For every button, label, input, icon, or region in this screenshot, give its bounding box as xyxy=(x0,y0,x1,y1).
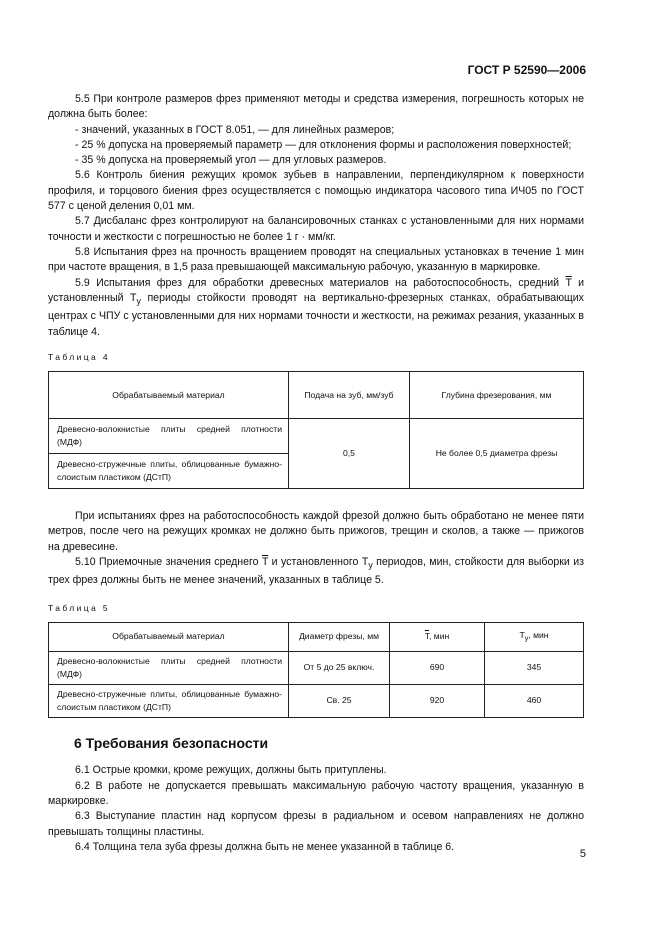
table-cell-material: Древесно-стружечные плиты, облицованные бумажно-слоистым пластиком (ДСтП) xyxy=(49,685,289,718)
table-cell-feed: 0,5 xyxy=(289,419,410,489)
table-header-row xyxy=(49,372,584,419)
table-cell-diameter: Св. 25 xyxy=(289,685,390,718)
table-cell-t-average: 920 xyxy=(390,685,485,718)
paragraph-5-10: 5.10 Приемочные значения среднего $\overline{T}$ и установленного $T_у$ периодов, мин, стойкости для выборки из трех фрез должны быть не менее значений, указанных в таблице 5. xyxy=(48,556,585,587)
table-cell-material: Древесно-волокнистые плиты средней плотности (МДФ) xyxy=(49,652,289,685)
paragraph-6-1: 6.1 Острые кромки, кроме режущих, должны быть притуплены. xyxy=(75,764,387,777)
page-number: 5 xyxy=(579,848,586,860)
table-header-t-average: $\overline{T}$, мин xyxy=(390,623,485,652)
list-item-angle: - 35 % допуска на проверяемый угол — для угловых размеров. xyxy=(75,154,387,167)
table-4 xyxy=(48,371,584,489)
paragraph-5-5: 5.5 При контроле размеров фрез применяют методы и средства измерения, погрешность которых не должна быть более: xyxy=(48,93,584,121)
document-code: ГОСТ Р 52590—2006 xyxy=(467,63,586,77)
table-header-feed: Подача на зуб, мм/зуб xyxy=(289,372,410,419)
list-item-linear: - значений, указанных в ГОСТ 8.051, — для линейных размеров; xyxy=(75,123,395,136)
table-cell-t-set: 460 xyxy=(485,685,584,718)
table-cell-t-set: 345 xyxy=(485,652,584,685)
page-content xyxy=(48,92,584,855)
table-cell-material: Древесно-стружечные плиты, облицованные бумажно-слоистым пластиком (ДСтП) xyxy=(49,454,289,489)
table-cell-diameter: От 5 до 25 включ. xyxy=(289,652,390,685)
table-cell-depth: Не более 0,5 диаметра фрезы xyxy=(410,419,584,489)
section-6-heading: 6 Требования безопасности xyxy=(74,735,269,752)
table-cell-t-average: 690 xyxy=(390,652,485,685)
paragraph-5-8: 5.8 Испытания фрез на прочность вращением проводят на специальных установках в течение 1 мин при частоте вращения, в 1,5 раза превышающей максимальную рабочую, указанную в маркировке. xyxy=(48,245,584,274)
table-cell-material: Древесно-волокнистые плиты средней плотности (МДФ) xyxy=(49,419,289,454)
paragraph-5-6: 5.6 Контроль биения режущих кромок зубьев в направлении, перпендикулярном к поверхности профиля, и торцового биения фрез осуществляется с помощью индикатора часового типа ИЧ05 по ГОСТ 577 с ценой деления 0,01 мм. xyxy=(48,169,584,213)
table-row xyxy=(49,685,584,718)
table-header-diameter: Диаметр фрезы, мм xyxy=(289,623,390,652)
table-5 xyxy=(48,622,584,718)
table-header-material: Обрабатываемый материал xyxy=(49,372,289,419)
list-item-form: - 25 % допуска на проверяемый параметр — для отклонения формы и расположения поверхностей; xyxy=(75,138,572,151)
table-4-caption: Таблица 4 xyxy=(48,351,111,362)
paragraph-6-4: 6.4 Толщина тела зуба фрезы должна быть не менее указанной в таблице 6. xyxy=(75,840,455,853)
table-header-row xyxy=(49,623,584,652)
table-row xyxy=(49,419,584,454)
table-header-depth: Глубина фрезерования, мм xyxy=(410,372,584,419)
paragraph-5-7: 5.7 Дисбаланс фрез контролируют на балансировочных станках с установленными для них нормами точности и жесткости с погрешностью не более 1 г · мм/кг. xyxy=(48,215,584,243)
paragraph-test-length: При испытаниях фрез на работоспособность каждой фрезой должно быть обработано не менее пяти метров, после чего на режущих кромках не должно быть прижогов, трещин и сколов, а также — прижогов на древесине. xyxy=(48,510,584,553)
paragraph-6-2: 6.2 В работе не допускается превышать максимальную рабочую частоту вращения, указанную в маркировке. xyxy=(48,779,584,807)
table-header-material: Обрабатываемый материал xyxy=(49,623,289,652)
paragraph-6-3: 6.3 Выступание пластин над корпусом фрезы в радиальном и осевом направлениях не должно превышать толщины пластины. xyxy=(48,810,584,838)
paragraph-5-9: 5.9 Испытания фрез для обработки древесных материалов на работоспособность, средний $\overline{T}$ и установленный $T_у$ периоды стойкости проводят на вертикально-фрезерных станках, обрабатывающих центрах с ЧПУ с установленными для них нормами точности и жесткости, на режимах резания, указанных в таблице 4. xyxy=(48,276,584,338)
table-5-caption: Таблица 5 xyxy=(48,602,111,613)
table-row xyxy=(49,652,584,685)
table-header-t-set: $T_у$, мин xyxy=(485,623,584,652)
